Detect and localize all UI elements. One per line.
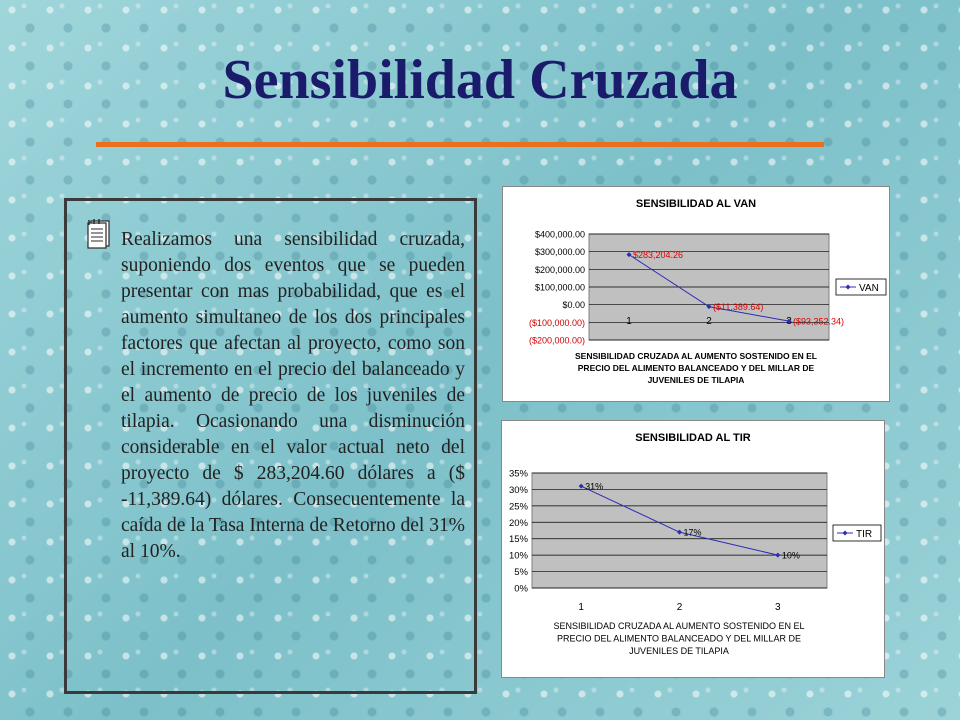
van-chart-panel: [502, 186, 890, 402]
van-x-axis-title-line: JUVENILES DE TILAPIA: [647, 375, 745, 385]
tir-x-axis-title-line: JUVENILES DE TILAPIA: [629, 646, 729, 656]
van-y-tick-label: ($200,000.00): [528, 335, 585, 346]
van-y-tick-label: $100,000.00: [534, 282, 585, 293]
van-y-tick-label: ($100,000.00): [528, 317, 585, 328]
van-legend-label: VAN: [859, 283, 879, 294]
van-x-tick-label: 1: [626, 316, 632, 327]
van-x-axis-title-line: SENSIBILIDAD CRUZADA AL AUMENTO SOSTENIDO EN EL: [575, 351, 817, 361]
van-y-tick-label: $300,000.00: [534, 247, 585, 258]
notepad-icon: [85, 219, 111, 249]
tir-x-axis-title-line: PRECIO DEL ALIMENTO BALANCEADO Y DEL MILLAR DE: [557, 633, 801, 644]
tir-x-tick-label: 3: [775, 602, 781, 613]
tir-x-axis-title-line: SENSIBILIDAD CRUZADA AL AUMENTO SOSTENIDO EN EL: [553, 621, 805, 631]
tir-chart: [502, 421, 884, 677]
tir-y-tick-label: 5%: [514, 567, 528, 579]
tir-y-tick-label: 0%: [514, 583, 528, 595]
tir-data-label: 10%: [781, 550, 800, 561]
van-data-label: $283,204.26: [633, 250, 684, 261]
text-box: [64, 198, 477, 694]
tir-data-label: 31%: [585, 481, 604, 492]
van-chart-title: SENSIBILIDAD AL VAN: [635, 198, 757, 210]
van-y-tick-label: $0.00: [562, 300, 585, 311]
title-underline: [96, 142, 824, 147]
body-paragraph: Realizamos una sensibilidad cruzada, suponiendo dos eventos que se pueden presentar con mas probabilidad, que es el aumento simultaneo de los dos principales factores que afectan al proyecto, como son el incremento en el precio del balanceado y el aumento de precio de los juveniles de tilapia. Ocasionando una disminución considerable en el valor actual neto del proyecto de $ 283,204.60 dólares a ($ -11,389.64) dólares. Consecuentemente la caída de la Tasa Interna de Retorno del 31% al 10%.: [121, 229, 465, 562]
van-y-tick-label: $400,000.00: [534, 229, 585, 240]
van-x-axis-title-line: PRECIO DEL ALIMENTO BALANCEADO Y DEL MILLAR DE: [577, 363, 815, 373]
van-data-label: ($11,389.64): [713, 302, 764, 313]
tir-y-tick-label: 25%: [508, 501, 528, 513]
tir-x-tick-label: 2: [676, 602, 683, 613]
page-title: Sensibilidad Cruzada: [222, 49, 738, 111]
van-chart: [503, 187, 889, 401]
tir-y-tick-label: 20%: [508, 517, 528, 529]
van-x-tick-label: 2: [706, 316, 712, 327]
tir-y-tick-label: 35%: [508, 468, 528, 480]
tir-y-tick-label: 30%: [508, 484, 528, 496]
tir-legend-label: TIR: [856, 529, 873, 540]
van-data-label: ($93,352.34): [793, 316, 845, 327]
tir-chart-title: SENSIBILIDAD AL TIR: [635, 432, 751, 444]
tir-chart-panel: [501, 420, 885, 678]
tir-data-label: 17%: [683, 527, 702, 538]
tir-y-tick-label: 10%: [508, 550, 528, 562]
tir-y-tick-label: 15%: [508, 534, 528, 546]
van-y-tick-label: $200,000.00: [534, 264, 585, 275]
tir-x-tick-label: 1: [578, 602, 584, 613]
